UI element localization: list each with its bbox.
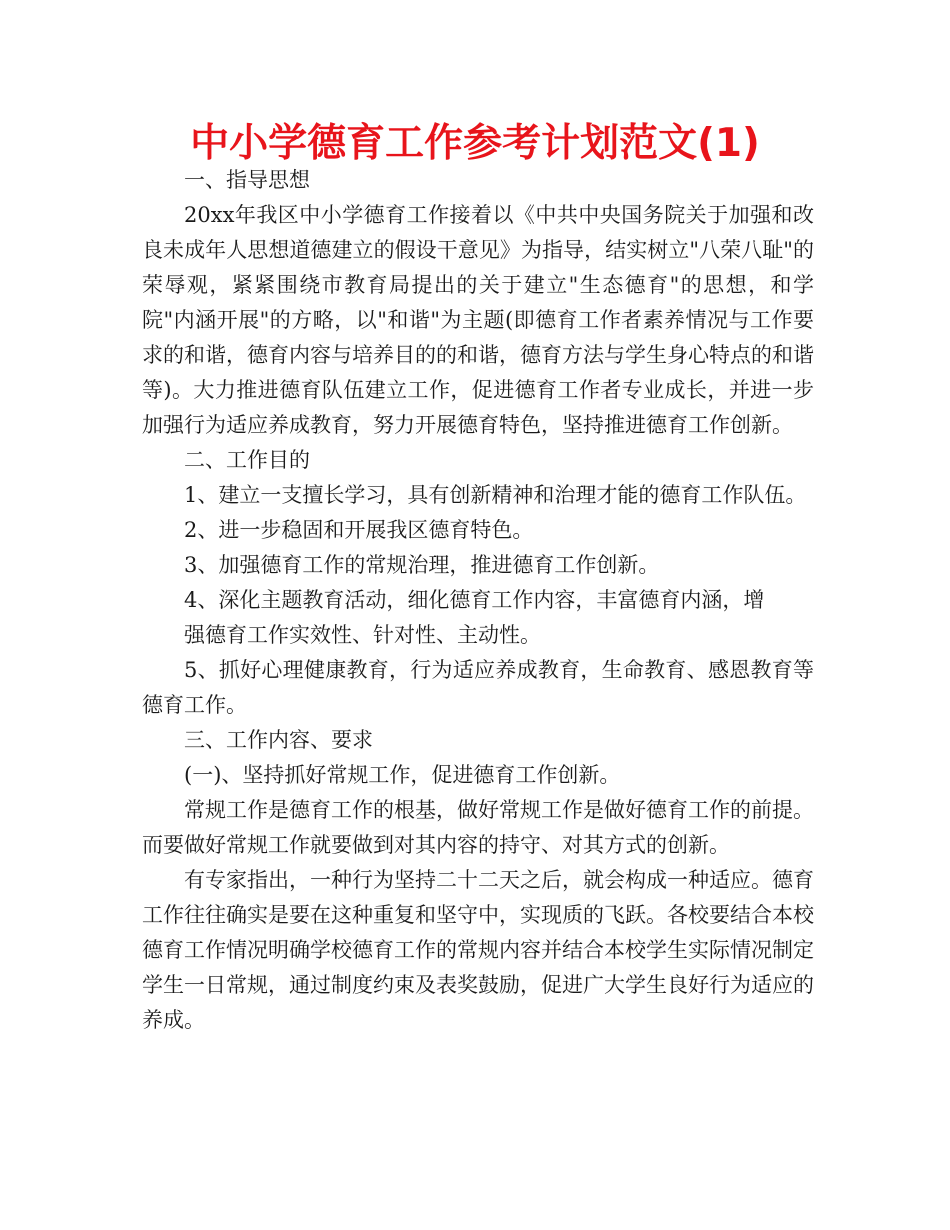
subsection-heading: (一)、坚持抓好常规工作，促进德育工作创新。 bbox=[184, 763, 621, 787]
list-item: 4、深化主题教育活动，细化德育工作内容，丰富德育内涵，增 bbox=[184, 588, 765, 612]
paragraph: 20xx年我区中小学德育工作接着以《中共中央国务院关于加强和改良未成年人思想道德建立的假设干意见》为指导，结实树立"八荣八耻"的荣辱观，紧紧围绕市教育局提出的关于建立"生态德育"的思想，和学院"内涵开展"的方略，以"和谐"为主题(即德育工作者素养情况与工作要求的和谐，德育内容与培养目的的和谐，德育方法与学生身心特点的和谐等)。大力推进德育队伍建立工作，促进德育工作者专业成长，并进一步加强行为适应养成教育，努力开展德育特色，坚持推进德育工作创新。 bbox=[142, 203, 814, 437]
paragraph: 有专家指出，一种行为坚持二十二天之后，就会构成一种适应。德育工作往往确实是要在这种重复和坚守中，实现质的飞跃。各校要结合本校德育工作情况明确学校德育工作的常规内容并结合本校学生实际情况制定学生一日常规，通过制度约束及表奖鼓励，促进广大学生良好行为适应的养成。 bbox=[142, 868, 814, 1032]
list-item: 3、加强德育工作的常规治理，推进德育工作创新。 bbox=[184, 553, 660, 577]
list-item: 5、抓好心理健康教育，行为适应养成教育，生命教育、感恩教育等德育工作。 bbox=[142, 658, 814, 717]
document-body bbox=[142, 163, 814, 1038]
document-title: 中小学德育工作参考计划范文(1) bbox=[190, 121, 760, 166]
section-heading: 二、工作目的 bbox=[184, 448, 310, 472]
section-heading: 三、工作内容、要求 bbox=[184, 728, 373, 752]
list-item: 2、进一步稳固和开展我区德育特色。 bbox=[184, 518, 534, 542]
list-item-continuation: 强德育工作实效性、针对性、主动性。 bbox=[184, 623, 541, 647]
paragraph: 常规工作是德育工作的根基，做好常规工作是做好德育工作的前提。而要做好常规工作就要做到对其内容的持守、对其方式的创新。 bbox=[142, 798, 814, 857]
list-item: 1、建立一支擅长学习，具有创新精神和治理才能的德育工作队伍。 bbox=[184, 483, 807, 507]
section-heading: 一、指导思想 bbox=[184, 168, 310, 192]
